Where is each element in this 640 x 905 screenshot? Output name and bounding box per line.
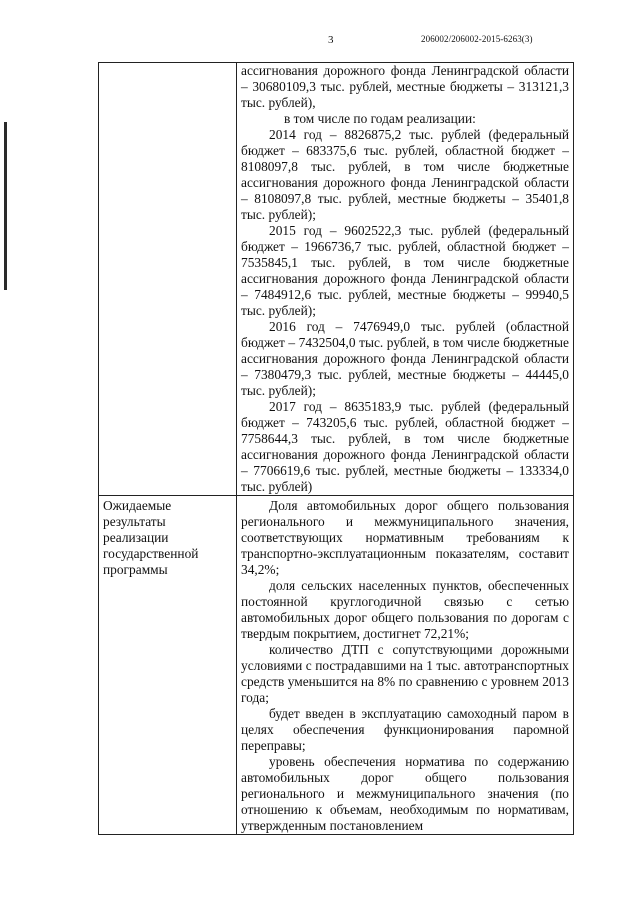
label-line: программы (103, 562, 168, 577)
scan-edge-mark (4, 122, 7, 290)
funding-paragraph: 2017 год – 8635183,9 тыс. рублей (федеральный бюджет – 743205,6 тыс. рублей, областной бюджет – 7758644,3 тыс. рублей, в том числе бюджетные ассигнования дорожного фонда Ленинградской области – 7706619,6 тыс. рублей, местные бюджеты – 133334,0 тыс. рублей) (241, 399, 569, 494)
row-label (99, 63, 236, 65)
result-paragraph: будет введен в эксплуатацию самоходный паром в целях обеспечения функционирования паромной переправы; (241, 706, 569, 753)
funding-paragraph: 2016 год – 7476949,0 тыс. рублей (областной бюджет – 7432504,0 тыс. рублей, в том числе бюджетные ассигнования дорожного фонда Ленинградской области – 7380479,3 тыс. рублей, местные бюджеты – 44445,0 тыс. рублей); (241, 319, 569, 398)
row-label-cell (99, 496, 237, 835)
label-line: результаты (103, 514, 166, 529)
program-passport-table (98, 62, 574, 835)
funding-paragraph: 2014 год – 8826875,2 тыс. рублей (федеральный бюджет – 683375,6 тыс. рублей, областной бюджет – 8108097,8 тыс. рублей, в том числе бюджетные ассигнования дорожного фонда Ленинградской области – 8108097,8 тыс. рублей, местные бюджеты – 35401,8 тыс. рублей); (241, 127, 569, 222)
table-row-expected-results (99, 496, 574, 835)
table-row-funding (99, 63, 574, 496)
row-label (99, 496, 236, 578)
label-line: государственной (103, 546, 199, 561)
row-label-cell (99, 63, 237, 496)
funding-text (237, 63, 573, 495)
funding-paragraph: 2015 год – 9602522,3 тыс. рублей (федеральный бюджет – 1966736,7 тыс. рублей, областной бюджет – 7535845,1 тыс. рублей, в том числе бюджетные ассигнования дорожного фонда Ленинградской области – 7484912,6 тыс. рублей, местные бюджеты – 99940,5 тыс. рублей); (241, 223, 569, 318)
label-line: реализации (103, 530, 169, 545)
row-content-cell (237, 496, 574, 835)
result-paragraph: уровень обеспечения норматива по содержанию автомобильных дорог общего пользования регионального и межмуниципального значения (по отношению к объемам, необходимым по нормативам, утвержденным постановлением (241, 754, 569, 833)
result-paragraph: доля сельских населенных пунктов, обеспеченных постоянной круглогодичной связью с сетью автомобильных дорог общего пользования по дорогам с твердым покрытием, достигнет 72,21%; (241, 578, 569, 641)
result-paragraph: количество ДТП с сопутствующими дорожными условиями с пострадавшими на 1 тыс. автотранспортных средств уменьшится на 8% по сравнению с уровнем 2013 года; (241, 642, 569, 705)
results-text (237, 496, 573, 834)
funding-paragraph: ассигнования дорожного фонда Ленинградской области – 30680109,3 тыс. рублей, местные бюджеты – 313121,3 тыс. рублей), (241, 63, 569, 110)
page-number: 3 (328, 34, 334, 46)
result-paragraph: Доля автомобильных дорог общего пользования регионального и межмуниципального значения, соответствующих нормативным требованиям к транспортно-эксплуатационным показателям, составит 34,2%; (241, 498, 569, 577)
label-line: Ожидаемые (103, 498, 172, 513)
row-content-cell (237, 63, 574, 496)
document-code: 206002/206002-2015-6263(3) (421, 34, 533, 44)
funding-paragraph: в том числе по годам реализации: (284, 111, 476, 126)
